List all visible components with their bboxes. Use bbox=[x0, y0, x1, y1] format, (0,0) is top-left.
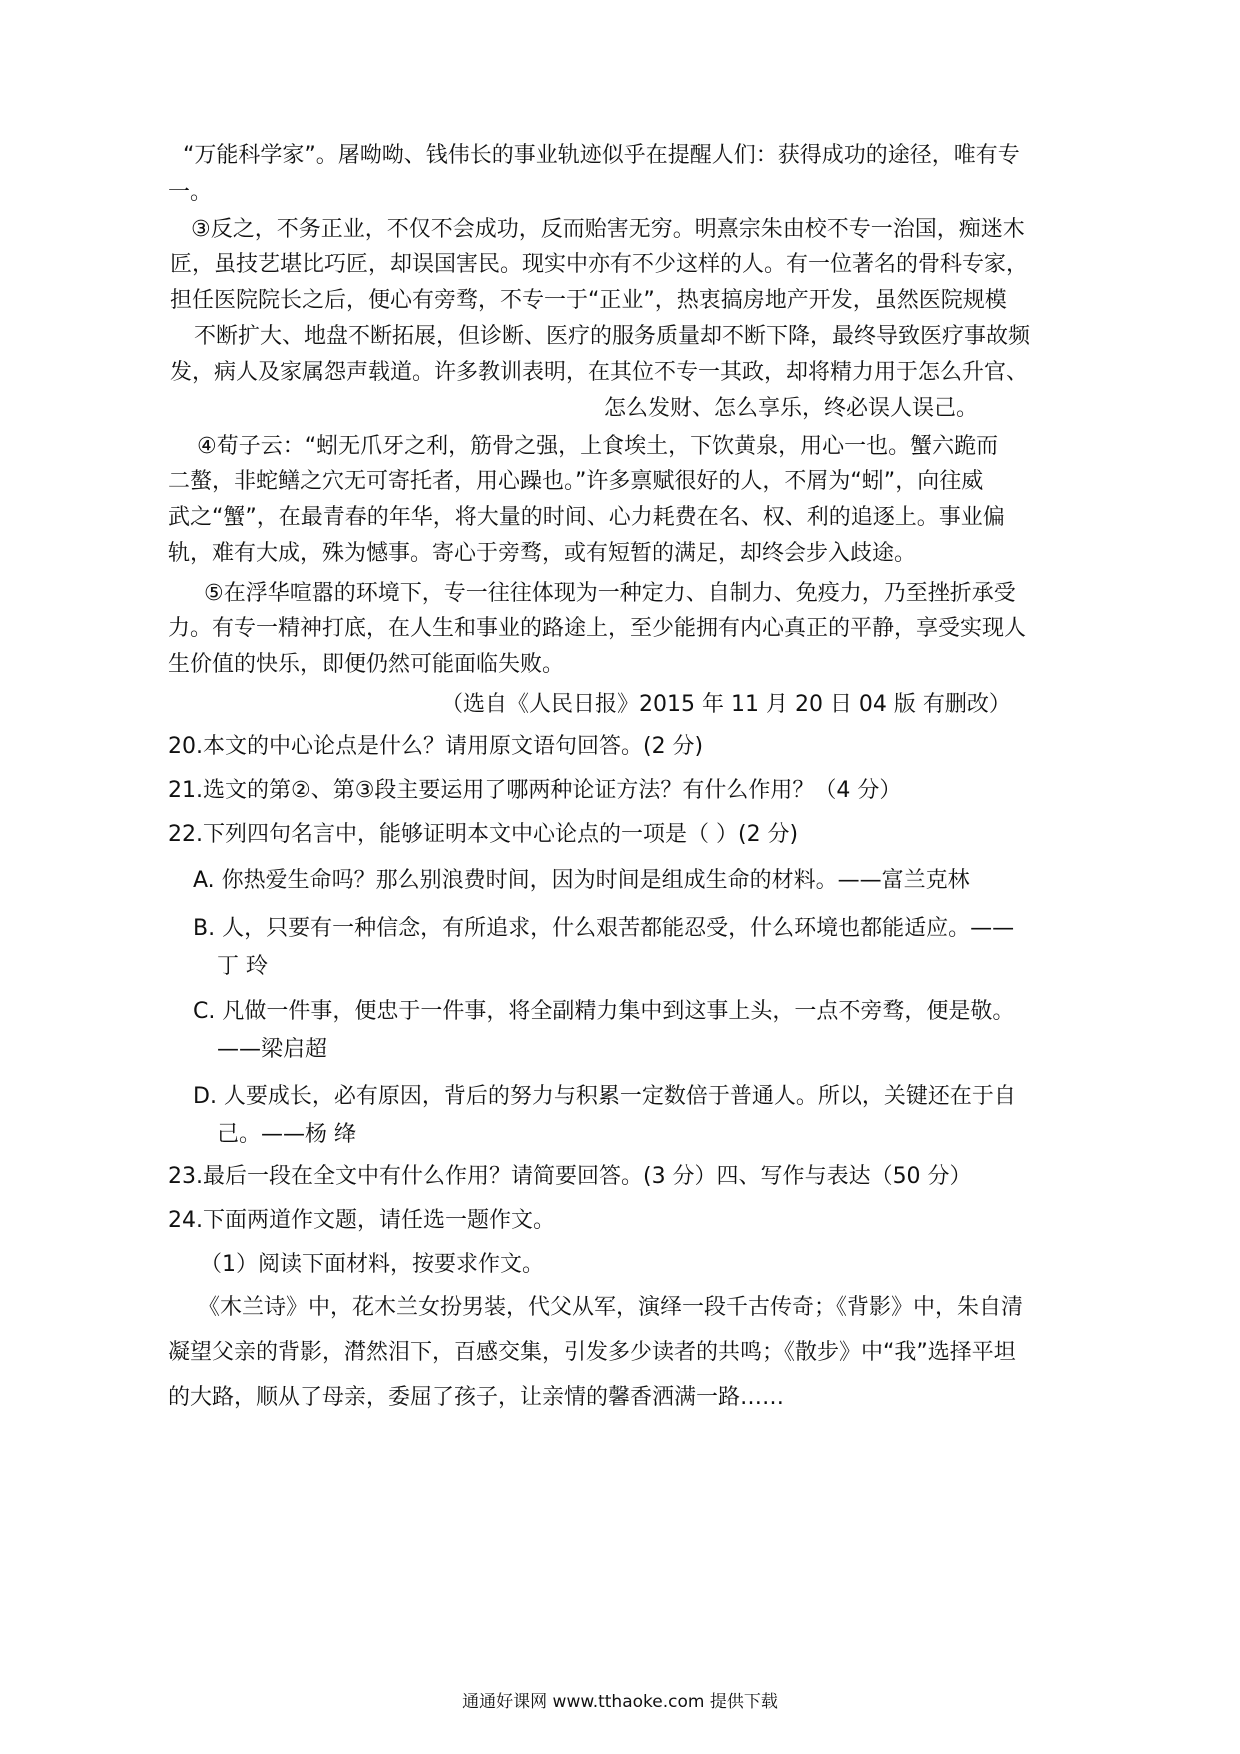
text-line: ④荀子云：“蚓无爪牙之利，筋骨之强，上食埃土，下饮黄泉，用心一也。蟹六跪而 bbox=[197, 434, 999, 459]
text-line: 二螯，非蛇鳝之穴无可寄托者，用心躁也。”许多禀赋很好的人，不屑为“蚓”，向往威 bbox=[168, 469, 984, 494]
text-line: “万能科学家”。屠呦呦、钱伟长的事业轨迹似乎在提醒人们：获得成功的途径，唯有专 bbox=[183, 143, 1020, 168]
question-20: 20.本文的中心论点是什么？请用原文语句回答。(2 分) bbox=[168, 734, 704, 759]
text-line: 担任医院院长之后，便心有旁骛，不专一于“正业”，热衷搞房地产开发，虽然医院规模 bbox=[170, 288, 1007, 313]
text-line: 不断扩大、地盘不断拓展，但诊断、医疗的服务质量却不断下降，最终导致医疗事故频 bbox=[194, 324, 1031, 349]
question-24: 24.下面两道作文题，请任选一题作文。 bbox=[168, 1208, 555, 1233]
prompt-1: （1）阅读下面材料，按要求作文。 bbox=[200, 1252, 544, 1277]
option-c-continued: ——梁启超 bbox=[217, 1037, 328, 1062]
material-line: 的大路，顺从了母亲，委屈了孩子，让亲情的馨香洒满一路…… bbox=[168, 1385, 785, 1410]
option-c: C. 凡做一件事，便忠于一件事，将全副精力集中到这事上头，一点不旁骛，便是敬。 bbox=[193, 999, 1015, 1024]
option-b-continued: 丁 玲 bbox=[217, 954, 268, 979]
footer-download-notice: 通通好课网 www.tthaoke.com 提供下载 bbox=[462, 1692, 778, 1712]
text-line: 匠，虽技艺堪比巧匠，却误国害民。现实中亦有不少这样的人。有一位著名的骨科专家， bbox=[170, 252, 1029, 277]
text-line: 怎么发财、怎么享乐，终必误人误己。 bbox=[604, 396, 979, 421]
text-line: ③反之，不务正业，不仅不会成功，反而贻害无穷。明熹宗朱由校不专一治国，痴迷木 bbox=[191, 217, 1025, 242]
text-line: 发，病人及家属怨声载道。许多教训表明，在其位不专一其政，却将精力用于怎么升官、 bbox=[170, 360, 1029, 385]
option-b: B. 人，只要有一种信念，有所追求，什么艰苦都能忍受，什么环境也都能适应。—— bbox=[193, 916, 1015, 941]
option-a: A. 你热爱生命吗？那么别浪费时间，因为时间是组成生命的材料。——富兰克林 bbox=[193, 868, 970, 893]
text-line: ⑤在浮华喧嚣的环境下，专一往往体现为一种定力、自制力、免疫力，乃至挫折承受 bbox=[204, 581, 1016, 606]
text-line: 一。 bbox=[168, 180, 213, 205]
text-line: 生价值的快乐，即便仍然可能面临失败。 bbox=[168, 652, 565, 677]
option-d-continued: 己。——杨 绛 bbox=[217, 1122, 356, 1147]
text-line: 力。有专一精神打底，在人生和事业的路途上，至少能拥有内心真正的平静，享受实现人 bbox=[168, 616, 1027, 641]
text-line: 武之“蟹”，在最青春的年华，将大量的时间、心力耗费在名、权、利的追逐上。事业偏 bbox=[168, 505, 1005, 530]
option-d: D. 人要成长，必有原因，背后的努力与积累一定数倍于普通人。所以，关键还在于自 bbox=[193, 1084, 1016, 1109]
material-line: 《木兰诗》中，花木兰女扮男装，代父从军，演绎一段千古传奇；《背影》中，朱自清 bbox=[198, 1295, 1024, 1320]
text-line: 轨，难有大成，殊为憾事。寄心于旁骛，或有短暂的满足，却终会步入歧途。 bbox=[168, 541, 917, 566]
source-citation: （选自《人民日报》2015 年 11 月 20 日 04 版 有删改） bbox=[441, 692, 1011, 717]
question-21: 21.选文的第②、第③段主要运用了哪两种论证方法？有什么作用？（4 分） bbox=[168, 778, 902, 803]
question-22: 22.下列四句名言中，能够证明本文中心论点的一项是（ ）(2 分) bbox=[168, 822, 799, 847]
material-line: 凝望父亲的背影，潸然泪下，百感交集，引发多少读者的共鸣；《散步》中“我”选择平坦 bbox=[168, 1340, 1016, 1365]
question-23: 23.最后一段在全文中有什么作用？请简要回答。(3 分）四、写作与表达（50 分） bbox=[168, 1164, 972, 1189]
